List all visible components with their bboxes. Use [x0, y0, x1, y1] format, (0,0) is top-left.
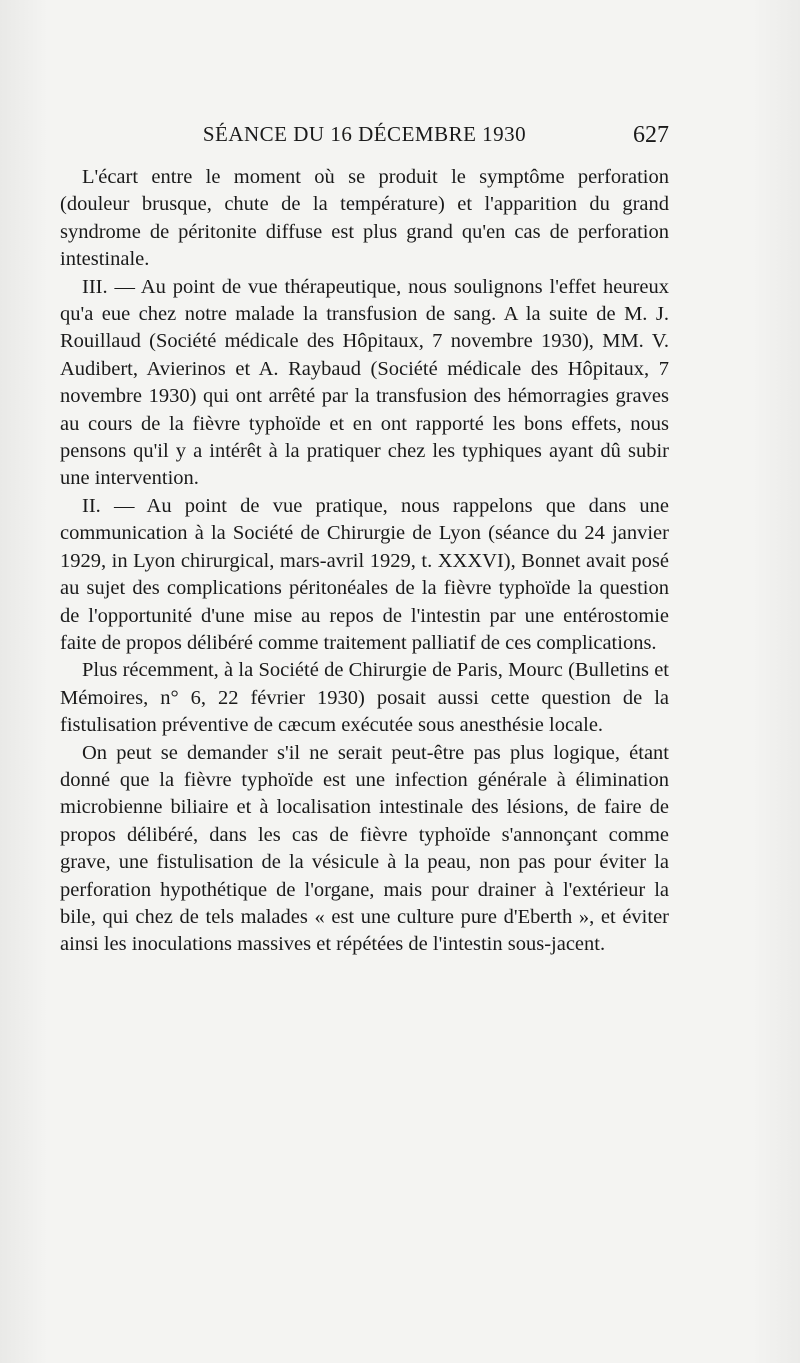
page-number: 627 [633, 122, 669, 148]
header-title: SÉANCE DU 16 DÉCEMBRE 1930 [202, 122, 527, 146]
body-text [60, 164, 669, 959]
paragraph-conclusion: On peut se demander s'il ne serait peut-être pas plus logique, étant donné que la fièvre typhoïde est une infection générale à élimination microbienne biliaire et à localisation intestinale des lésions, de faire de propos délibéré, dans les cas de fièvre typhoïde s'annonçant comme grave, une fistulisation de la vésicule à la peau, non pas pour éviter la perforation hypothétique de l'organe, mais pour drainer à l'extérieur la bile, qui chez de tels malades « est une culture pure d'Eberth », et éviter ainsi les inoculations massives et répétées de l'intestin sous-jacent. [60, 741, 669, 956]
paragraph-perforation-delay: L'écart entre le moment où se produit le symptôme perforation (douleur brusque, chute de la température) et l'apparition du grand syndrome de péritonite diffuse est plus grand qu'en cas de perforation intestinale. [60, 166, 669, 271]
paragraph-practical: II. — Au point de vue pratique, nous rappelons que dans une communication à la Société de Chirurgie de Lyon (séance du 24 janvier 1929, in Lyon chirurgical, mars-avril 1929, t. XXXVI), Bonnet avait posé au sujet des complications péritonéales de la fièvre typhoïde la question de l'opportunité d'une mise au repos de l'intestin par une entérostomie faite de propos délibéré comme traitement palliatif de ces complications. [60, 494, 669, 654]
running-header [60, 122, 669, 154]
paragraph-therapeutic: III. — Au point de vue thérapeutique, nous soulignons l'effet heureux qu'a eue chez notre malade la transfusion de sang. A la suite de M. J. Rouillaud (Société médicale des Hôpitaux, 7 novembre 1930), MM. V. Audibert, Avierinos et A. Raybaud (Société médicale des Hôpitaux, 7 novembre 1930) qui ont arrêté par la transfusion des hémorragies graves au cours de la fièvre typhoïde et en ont rapporté les bons effets, nous pensons qu'il y a intérêt à la pratiquer chez les typhiques ayant dû subir une intervention. [60, 275, 669, 490]
paragraph-recent-paris: Plus récemment, à la Société de Chirurgie de Paris, Mourc (Bulletins et Mémoires, n° 6, 22 février 1930) posait aussi cette question de la fistulisation préventive de cæcum exécutée sous anesthésie locale. [60, 659, 669, 737]
